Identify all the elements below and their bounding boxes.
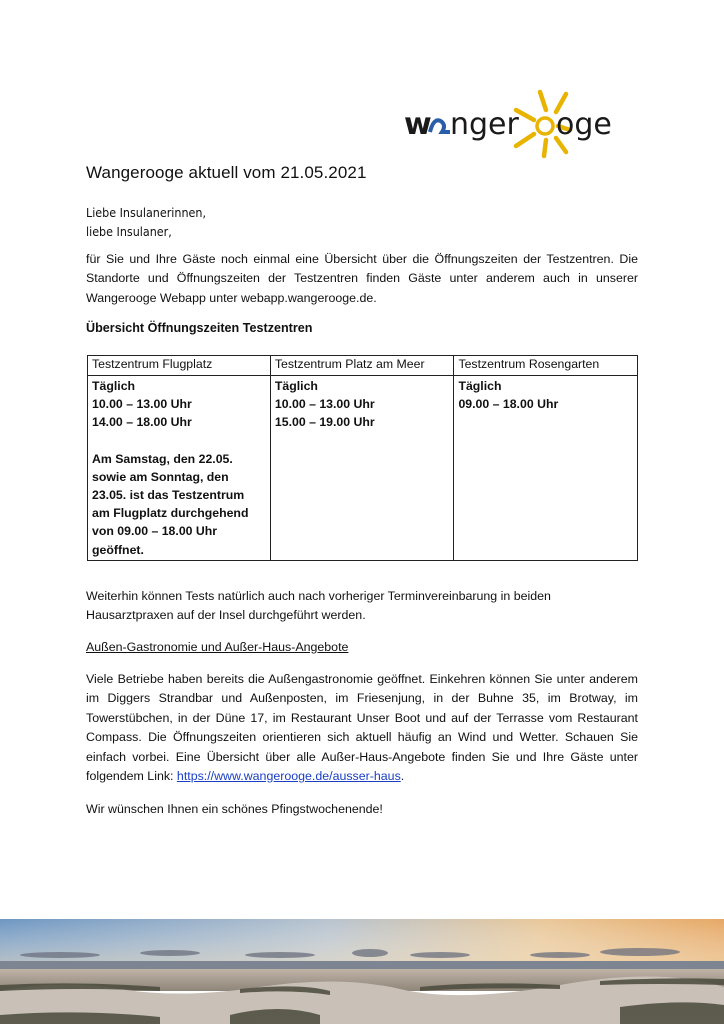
header-rosengarten: Testzentrum Rosengarten (454, 356, 638, 376)
logo-graphic (398, 82, 612, 162)
cell-flugplatz (88, 376, 271, 561)
gastro-paragraph (86, 670, 638, 786)
intro-paragraph: für Sie und Ihre Gäste noch einmal eine Übersicht über die Öffnungszeiten der Testzentren. Die Standorte und Öffnungszeiten der Testzentren finden Gäste unter anderem auch in unserer Wangerooge Webapp unter webapp.wangerooge.de. (86, 252, 638, 305)
day-label: Täglich (458, 379, 502, 393)
gastro-heading: Außen-Gastronomie und Außer-Haus-Angebote (86, 640, 349, 654)
landscape-image (0, 919, 724, 1024)
time-slot: 10.00 – 13.00 Uhr (92, 397, 192, 412)
opening-hours-table (87, 355, 638, 561)
gastro-text: Viele Betriebe haben bereits die Außengastronomie geöffnet. Einkehren können Sie unter anderem im Diggers Strandbar und Außenposten, im Friesenjung, in der Buhne 35, im Brotway, im Towerstübchen, in der Düne 17, im Restaurant Unser Boot und auf der Terrasse vom Restaurant Compass. Die Öffnungszeiten orientieren sich aktuell häufig an Wind und Wetter. Schauen Sie einfach vorbei. Eine Übersicht über alle Außer-Haus-Angebote finden Sie und Ihre Gäste unter folgendem Link: (86, 672, 638, 784)
time-slot: 10.00 – 13.00 Uhr (274, 397, 375, 412)
greeting-line-2: liebe Insulaner, (86, 224, 172, 239)
greeting-line-1: Liebe Insulanerinnen, (86, 205, 207, 220)
header-flugplatz: Testzentrum Flugplatz (88, 356, 271, 376)
day-label: Täglich (274, 379, 318, 393)
table-heading: Übersicht Öffnungszeiten Testzentren (86, 321, 313, 335)
sun-circle-o (537, 118, 553, 134)
logo-text-w: w (404, 107, 432, 142)
note-line: von 09.00 – 18.00 Uhr (92, 524, 218, 539)
cell-platz-am-meer (270, 376, 454, 561)
wave-icon (430, 120, 450, 132)
page-title: Wangerooge aktuell vom 21.05.2021 (86, 163, 367, 182)
time-slot: 15.00 – 19.00 Uhr (274, 415, 375, 430)
wangerooge-logo (398, 82, 612, 162)
ausser-haus-link[interactable]: https://www.wangerooge.de/ausser-haus (176, 769, 401, 784)
note-line: am Flugplatz durchgehend (92, 506, 249, 521)
beach-dunes-sunset-photo (0, 919, 724, 1024)
logo-text-oge: oge (556, 107, 612, 142)
table-row (88, 376, 638, 561)
greeting (86, 203, 206, 241)
header-platz-am-meer: Testzentrum Platz am Meer (270, 356, 454, 376)
note-line: Am Samstag, den 22.05. (92, 451, 233, 466)
time-slot: 14.00 – 18.00 Uhr (92, 415, 192, 430)
day-label: Täglich (92, 379, 136, 393)
tests-note-paragraph: Weiterhin können Tests natürlich auch nach vorheriger Terminvereinbarung in beiden Hausarztpraxen auf der Insel durchgeführt werden. (86, 589, 551, 623)
closing-line: Wir wünschen Ihnen ein schönes Pfingstwochenende! (86, 802, 383, 816)
gastro-link-suffix: . (400, 769, 405, 784)
cell-rosengarten (454, 376, 638, 561)
note-line: sowie am Sonntag, den (92, 469, 229, 484)
time-slot: 09.00 – 18.00 Uhr (458, 397, 559, 412)
note-line: geöffnet. (92, 542, 144, 557)
table-header-row (88, 356, 638, 376)
logo-text-nger: nger (450, 107, 519, 142)
note-line: 23.05. ist das Testzentrum (92, 488, 245, 503)
